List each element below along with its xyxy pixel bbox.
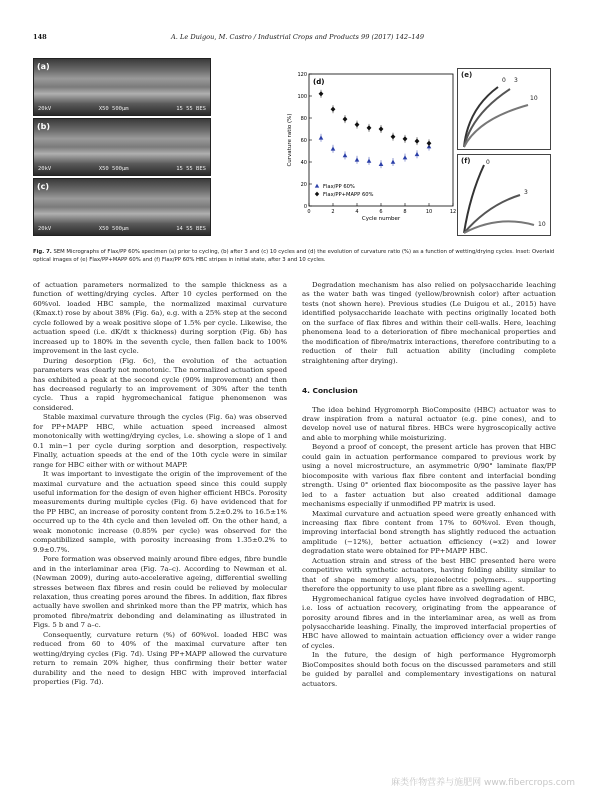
paragraph: The idea behind Hygromorph BioComposite (HBC) actuator was to draw inspiration from a natural actuator (e.g. pine cones), and to develop novel use of natural fibres. HBCs were hygroscopically active and able to morphing while moisturizing.	[302, 405, 556, 442]
scale-kv: 20kV	[38, 226, 52, 232]
data-point	[427, 141, 432, 146]
x-tick-label: 0	[307, 209, 311, 215]
paragraph: Beyond a proof of concept, the present article has proven that HBC could gain in actuation performance compared to previous work by using a novel microstructure, an asymmetric 0/90° laminate flax/PP biocomposite with various flax fibre content and interfacial bonding strength. Using 0° oriented flax biocomposite as the passive layer has led to a faster actuation but also created additional damage mechanisms especially if unmodified PP matrix is used.	[302, 443, 556, 509]
paragraph: Pore formation was observed mainly around fibre edges, fibre bundle and in the interlaminar area (Fig. 7a–c). According to Newman et al. (Newman 2009), during auto-accelerative ageing, differential swelling stresses between flax fibres and resin could be relieved by molecular relaxation, thus creating pores around the fibres. In addition, flax fibres actually have swollen and shrinked more than the PP matrix, which has promoted fibre/matrix debonding and delaminating as illustrated in Figs. 5 b and 7 a–c.	[33, 555, 287, 630]
legend-marker	[315, 192, 319, 197]
data-point	[379, 126, 384, 131]
data-point	[379, 162, 384, 166]
legend-entry: Flax/PP 60%	[323, 184, 355, 190]
data-point	[355, 157, 360, 161]
x-tick-label: 12	[449, 209, 457, 215]
data-point	[331, 146, 336, 150]
micrograph-b	[33, 118, 211, 176]
data-point	[319, 135, 324, 139]
x-tick-label: 10	[425, 209, 433, 215]
scale-id: 15 55 BES	[176, 106, 206, 112]
inset-number: 3	[524, 189, 528, 196]
data-point	[403, 136, 408, 141]
paragraph: Actuation strain and stress of the best HBC presented here were competitive with synthetic actuators, having folding ability similar to that of shape memory alloys, piezoelectric polymers... supporting therefore the opportunity to use plant fibre as a swelling agent.	[302, 556, 556, 594]
paragraph: In the future, the design of high performance Hygromorph BioComposites should both focus on the discussed parameters and still be guided by parallel and complementary investigations on natural actuators.	[302, 651, 556, 688]
scale-bar	[38, 226, 206, 233]
data-point	[415, 152, 420, 156]
x-tick-label: 4	[355, 209, 359, 215]
inset-label: (f)	[461, 157, 471, 165]
scale-mag: X50 500μm	[98, 106, 129, 112]
figure-7	[33, 58, 563, 238]
paragraph: During desorption (Fig. 6c), the evolution of the actuation parameters was clearly not monotonic. The normalized actuation speed has exhibited a peak at the second cycle (90% improvement) and then has decreased regularly to an improvement of 30% after the tenth cycle. Thus a rapid hygromechanical fatigue phenomenon was considered.	[33, 356, 287, 412]
inset-e	[457, 68, 551, 150]
paragraph: Hygromechanical fatigue cycles have involved degradation of HBC, i.e. loss of actuation recovery, originating from the appearance of porosity around fibres and in the interlaminar area, as well as from polysaccharide leashing. Finally, the improved interfacial properties of HBC have allowed to maintain actuation efficiency over a wider range of cycles.	[302, 594, 556, 650]
caption-label: Fig. 7.	[33, 249, 52, 255]
scale-id: 14 55 BES	[176, 226, 206, 232]
data-point	[415, 139, 420, 144]
micrograph-label: (c)	[37, 182, 50, 191]
y-tick-label: 100	[297, 94, 307, 100]
micrograph-label: (a)	[37, 62, 50, 71]
paragraph: of actuation parameters normalized to the sample thickness as a function of wetting/drying cycles. After 10 cycles performed on the 60%vol. loaded HBC sample, the normalized maximal curvature (Kmax.t) rose by about 38% (Fig. 6a), e.g. with a 25% step at the second cycle followed by a weak positive slope of 1.5% per cycle. Likewise, the actuation speed (i.e. dK/dt x thickness) during sorption (Fig. 6b) has increased up to 180% in the seventh cycle, then fallen back to 100% improvement in the last cycle.	[33, 281, 287, 356]
data-point	[367, 125, 372, 130]
inset-number: 10	[530, 95, 538, 102]
data-point	[331, 107, 336, 112]
inset-label: (e)	[461, 71, 473, 79]
x-tick-label: 2	[331, 209, 335, 215]
y-tick-label: 60	[300, 138, 307, 144]
data-point	[343, 117, 348, 122]
inset-number: 10	[538, 221, 546, 228]
paragraph: Maximal curvature and actuation speed were greatly enhanced with increasing flax fibre content from 17% to 60%vol. Even though, improving interfacial bond strength has slightly reduced the actuation amplitude (−12%), better actuation efficiency (≈x2) and lower degradation state were obtained for PP+MAPP HBC.	[302, 509, 556, 556]
data-point	[343, 153, 348, 157]
inset-number: 3	[514, 77, 518, 84]
data-point	[391, 160, 396, 164]
legend-entry: Flax/PP+MAPP 60%	[323, 192, 374, 198]
x-axis-label: Cycle number	[361, 216, 401, 222]
y-tick-label: 0	[303, 204, 307, 210]
y-tick-label: 20	[300, 182, 307, 188]
x-tick-label: 8	[403, 209, 407, 215]
paragraph: It was important to investigate the origin of the improvement of the maximal curvature and the actuation speed since this could supply useful information for the design of even higher efficient HBCs. Porosity measurements during multiple cycles (Fig. 6) have evidenced that for the PP HBC, an increase of porosity content from 5.2±0.2% to 16.5±1% occurred up to the 4th cycle and then leveled off. On the other hand, a weak monotonic increase (0.85% per cycle) was observed for the compatibilized sample, with porosity increasing from 1.35±0.2% to 9.9±0.7%.	[33, 470, 287, 554]
legend-marker	[315, 184, 319, 188]
scale-id: 15 55 BES	[176, 166, 206, 172]
watermark: 麻类作物营养与施肥网 www.fibercrops.com	[391, 778, 575, 788]
panel-label: (d)	[313, 78, 325, 86]
figure-caption	[33, 248, 563, 264]
inset-number: 0	[486, 159, 490, 166]
caption-text: SEM Micrographs of Flax/PP 60% specimen (a) prior to cycling, (b) after 3 and (c) 10 cycles and (d) the evolution of curvature ratio (%) as a function of wetting/drying cycles. Inset: Overlaid optical images of (e) Flax/PP+MAPP 60% and (f) Flax/PP 60% HBC stripes in initial state, after 3 and 10 cycles.	[33, 249, 555, 263]
x-tick-label: 6	[379, 209, 383, 215]
scale-mag: X50 500μm	[98, 226, 129, 232]
data-point	[391, 134, 396, 139]
page-number: 148	[33, 33, 47, 41]
curvature-chart	[285, 66, 461, 232]
y-tick-label: 40	[300, 160, 307, 166]
data-point	[403, 155, 408, 159]
left-column	[33, 281, 287, 687]
inset-number: 0	[502, 77, 506, 84]
micrograph-a	[33, 58, 211, 116]
y-tick-label: 80	[300, 116, 307, 122]
running-header	[33, 33, 562, 45]
y-axis-label: Curvature ratio (%)	[287, 113, 293, 167]
data-point	[355, 122, 360, 127]
right-column	[302, 281, 556, 689]
data-point	[367, 159, 372, 163]
y-tick-label: 120	[297, 72, 307, 78]
scale-bar	[38, 166, 206, 173]
journal-citation: A. Le Duigou, M. Castro / Industrial Crops and Products 99 (2017) 142–149	[170, 33, 425, 41]
scale-kv: 20kV	[38, 166, 52, 172]
section-heading: 4. Conclusion	[302, 386, 358, 396]
scale-bar	[38, 106, 206, 113]
scale-mag: X50 500μm	[98, 166, 129, 172]
data-point	[319, 91, 324, 96]
micrograph-label: (b)	[37, 122, 51, 131]
paragraph: Consequently, curvature return (%) of 60%vol. loaded HBC was reduced from 60 to 40% of the maximal curvature after ten wetting/drying cycles (Fig. 7d). Using PP+MAPP allowed the curvature return to remain 20% higher, thus confirming their better water durability and the need to design HBC with improved interfacial properties (Fig. 7d).	[33, 630, 287, 687]
stripe-overlay	[458, 155, 550, 235]
chart-svg	[285, 66, 461, 232]
paragraph: Degradation mechanism has also relied on polysaccharide leaching as the water bath was tinged (yellow/brownish color) after actuation tests (not shown here). Previous studies (Le Duigou et al., 2015) have identified polysaccharide leachate with pectins originally located both on the surface of flax fibres and within their cell-walls. Here, leaching phenomena lead to a deterioration of fibre mechanical properties and the modification of fibre/matrix interactions, therefore contributing to a reduction of their full actuation ability (including complete straightening after drying).	[302, 281, 556, 365]
paragraph: Stable maximal curvature through the cycles (Fig. 6a) was observed for PP+MAPP HBC, while actuation speed increased almost monotonically with wetting/drying cycles, i.e. showing a slope of 1 and 0.1 min−1 per cycle during sorption and desorption, respectively. Finally, actuation speeds at the end of the 10th cycle were in similar range for HBC either with or without MAPP.	[33, 413, 287, 469]
micrograph-c	[33, 178, 211, 236]
scale-kv: 20kV	[38, 106, 52, 112]
inset-f	[457, 154, 551, 236]
